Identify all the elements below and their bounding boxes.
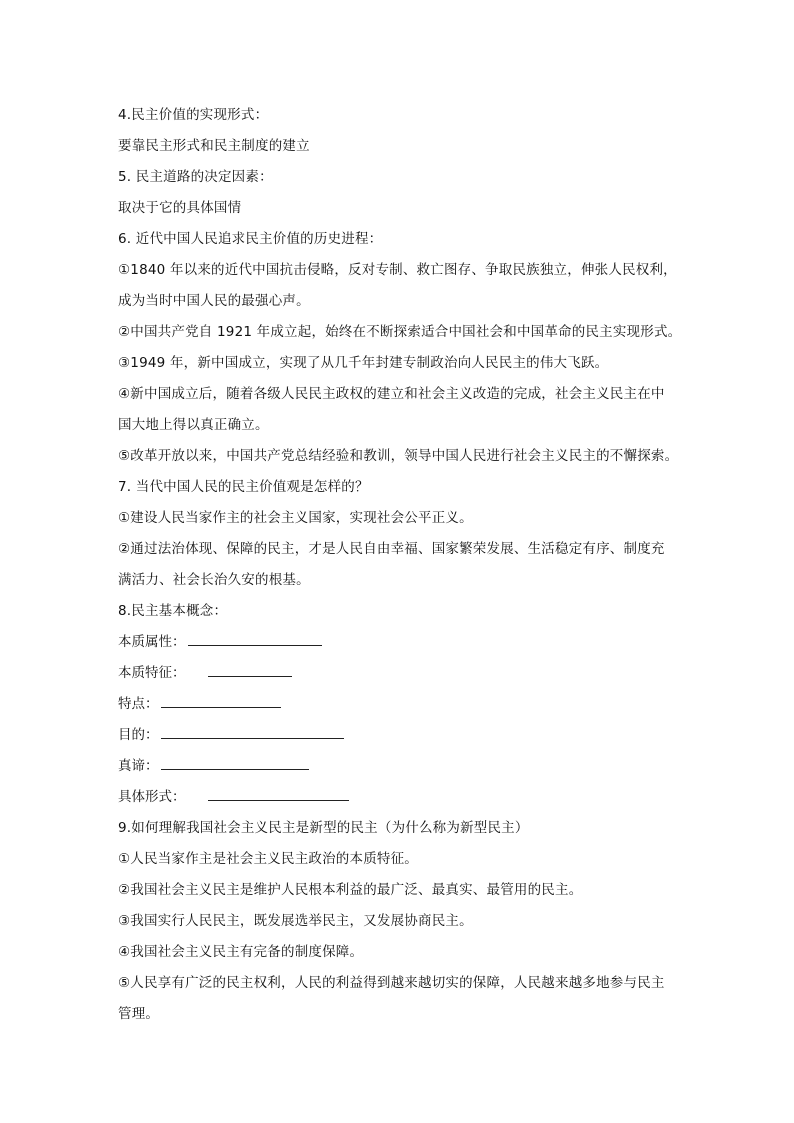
fill-blank[interactable]	[161, 757, 309, 770]
concept-label: 特点：	[118, 696, 159, 712]
fill-blank[interactable]	[161, 695, 281, 708]
heading-8: 8.民主基本概念：	[118, 603, 228, 619]
concept-row-characteristic	[118, 689, 688, 720]
document-body	[118, 100, 688, 1030]
heading-6: 6. 近代中国人民追求民主价值的历史进程：	[118, 231, 383, 247]
paragraph-line: ②我国社会主义民主是维护人民根本利益的最广泛、最真实、最管用的民主。	[118, 882, 583, 898]
paragraph-line: ⑤人民享有广泛的民主权利，人民的利益得到越来越切实的保障，人民越来越多地参与民主	[118, 975, 665, 991]
concept-label: 具体形式：	[118, 789, 186, 805]
heading-4: 4.民主价值的实现形式：	[118, 107, 269, 123]
concept-label: 本质属性：	[118, 634, 186, 650]
paragraph-line: ③1949 年，新中国成立，实现了从几千年封建专制政治向人民民主的伟大飞跃。	[118, 355, 609, 371]
concept-label: 本质特征：	[118, 665, 186, 681]
heading-7: 7. 当代中国人民的民主价值观是怎样的？	[118, 479, 369, 495]
concept-row-concrete-form	[118, 782, 688, 813]
fill-blank[interactable]	[208, 664, 292, 677]
concept-row-essential-feature	[118, 658, 688, 689]
concept-label: 目的：	[118, 727, 159, 743]
paragraph-line: 成为当时中国人民的最强心声。	[118, 293, 310, 309]
paragraph-line: ③我国实行人民民主，既发展选举民主，又发展协商民主。	[118, 913, 473, 929]
answer-5: 取决于它的具体国情	[118, 200, 242, 216]
answer-4: 要靠民主形式和民主制度的建立	[118, 138, 310, 154]
concept-row-essential-attribute	[118, 627, 688, 658]
paragraph-line: ④新中国成立后，随着各级人民民主政权的建立和社会主义改造的完成，社会主义民主在中	[118, 386, 665, 402]
paragraph-line: ⑤改革开放以来，中国共产党总结经验和教训，领导中国人民进行社会主义民主的不懈探索。	[118, 448, 679, 464]
paragraph-line: ④我国社会主义民主有完备的制度保障。	[118, 944, 364, 960]
fill-blank[interactable]	[208, 788, 349, 801]
paragraph-line: 管理。	[118, 1006, 160, 1022]
paragraph-line: ①1840 年以来的近代中国抗击侵略，反对专制、救亡图存、争取民族独立，伸张人民权利，	[118, 262, 677, 278]
fill-blank[interactable]	[188, 633, 322, 646]
heading-9: 9.如何理解我国社会主义民主是新型的民主（为什么称为新型民主）	[118, 820, 529, 836]
concept-label: 真谛：	[118, 758, 159, 774]
paragraph-line: ①人民当家作主是社会主义民主政治的本质特征。	[118, 851, 419, 867]
heading-5: 5. 民主道路的决定因素：	[118, 169, 273, 185]
paragraph-line: ①建设人民当家作主的社会主义国家，实现社会公平正义。	[118, 510, 473, 526]
paragraph-line: 国大地上得以真正确立。	[118, 417, 269, 433]
concept-row-purpose	[118, 720, 688, 751]
paragraph-line: ②通过法治体现、保障的民主，才是人民自由幸福、国家繁荣发展、生活稳定有序、制度充	[118, 541, 665, 557]
fill-blank[interactable]	[161, 726, 344, 739]
paragraph-line: ②中国共产党自 1921 年成立起，始终在不断探索适合中国社会和中国革命的民主实现形式。	[118, 324, 682, 340]
concept-row-essence	[118, 751, 688, 782]
paragraph-line: 满活力、社会长治久安的根基。	[118, 572, 310, 588]
